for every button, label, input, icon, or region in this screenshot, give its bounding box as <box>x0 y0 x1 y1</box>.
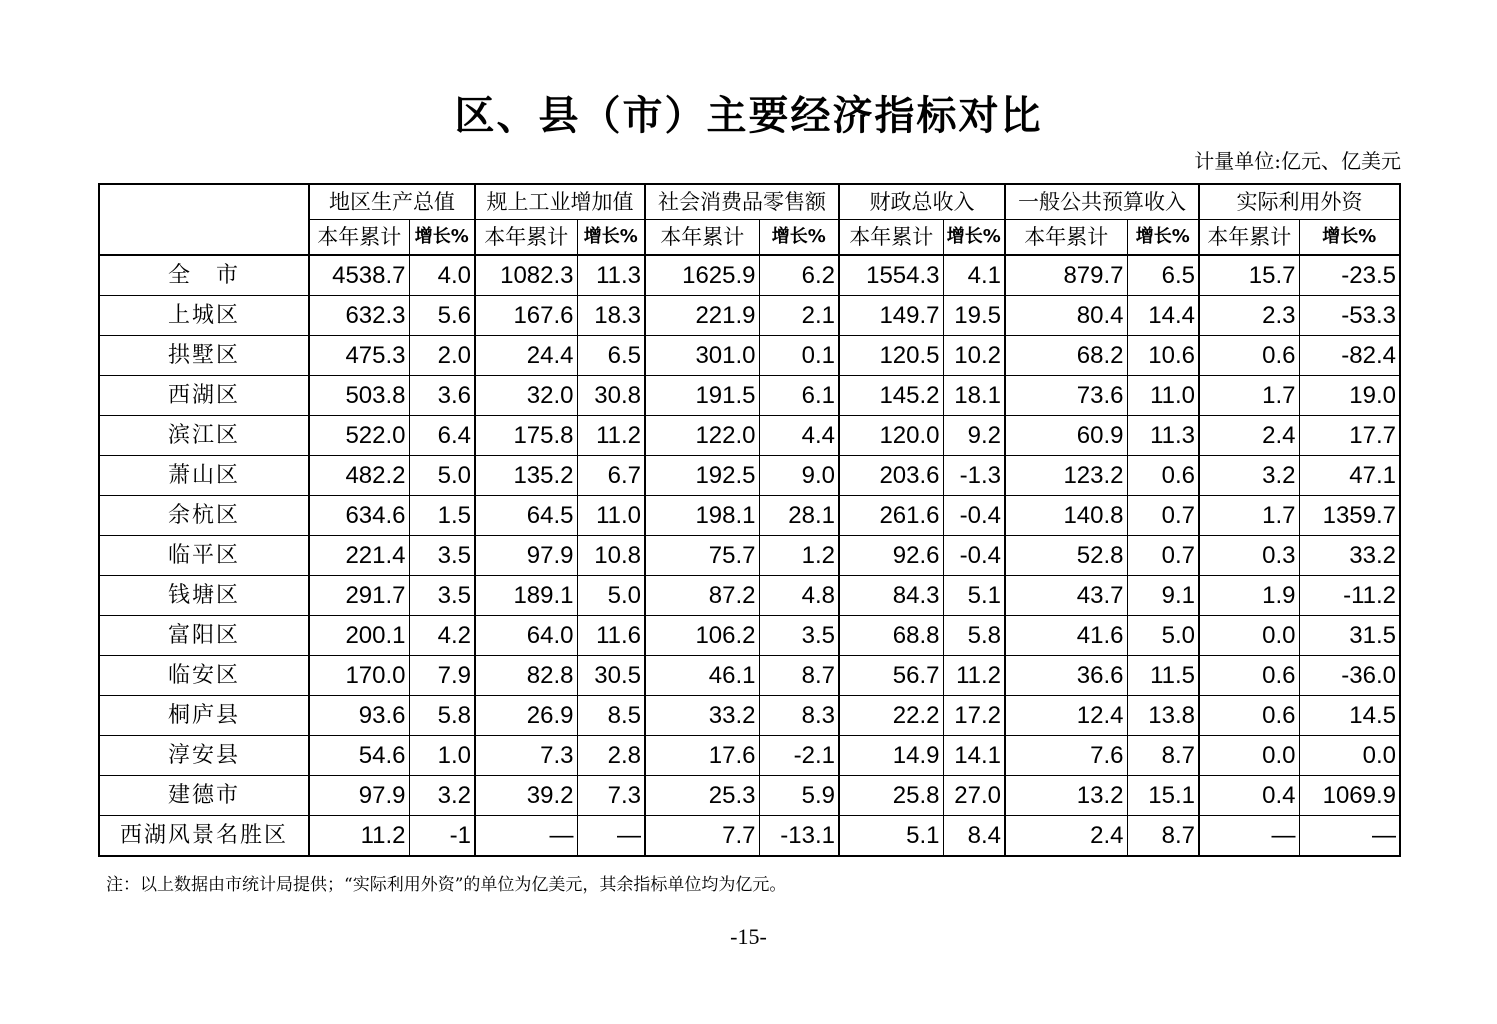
growth-cell: — <box>1299 816 1400 857</box>
group-header: 地区生产总值 <box>309 184 475 220</box>
page-title: 区、县（市）主要经济指标对比 <box>454 93 1043 139</box>
value-cell: 92.6 <box>839 536 943 576</box>
value-cell: — <box>475 816 577 857</box>
region-name-cell: 建德市 <box>99 776 309 816</box>
subheader-cell: 增长% <box>409 220 475 256</box>
growth-cell: 11.2 <box>943 656 1005 696</box>
growth-cell: 31.5 <box>1299 616 1400 656</box>
growth-cell: 11.6 <box>577 616 645 656</box>
value-cell: 301.0 <box>645 336 759 376</box>
value-cell: 5.1 <box>839 816 943 857</box>
value-cell: 291.7 <box>309 576 409 616</box>
value-cell: 149.7 <box>839 296 943 336</box>
growth-cell: 3.2 <box>409 776 475 816</box>
growth-cell: 7.9 <box>409 656 475 696</box>
group-header: 社会消费品零售额 <box>645 184 839 220</box>
growth-cell: 0.7 <box>1127 496 1199 536</box>
growth-cell: -0.4 <box>943 496 1005 536</box>
value-cell: 0.6 <box>1199 696 1299 736</box>
growth-cell: 6.5 <box>1127 255 1199 296</box>
subheader-cell: 本年累计 <box>1005 220 1127 256</box>
growth-cell: 1359.7 <box>1299 496 1400 536</box>
table-row <box>99 296 1400 336</box>
value-cell: 522.0 <box>309 416 409 456</box>
growth-cell: 4.8 <box>759 576 839 616</box>
growth-cell: 14.1 <box>943 736 1005 776</box>
value-cell: 7.3 <box>475 736 577 776</box>
growth-cell: 5.1 <box>943 576 1005 616</box>
table-row <box>99 776 1400 816</box>
group-header: 财政总收入 <box>839 184 1005 220</box>
table-row <box>99 696 1400 736</box>
growth-cell: 4.4 <box>759 416 839 456</box>
group-header: 实际利用外资 <box>1199 184 1400 220</box>
growth-cell: 3.6 <box>409 376 475 416</box>
value-cell: 879.7 <box>1005 255 1127 296</box>
unit-note: 计量单位:亿元、亿美元 <box>1194 149 1401 173</box>
table-row <box>99 336 1400 376</box>
value-cell: 17.6 <box>645 736 759 776</box>
value-cell: 122.0 <box>645 416 759 456</box>
value-cell: 54.6 <box>309 736 409 776</box>
growth-cell: -1 <box>409 816 475 857</box>
value-cell: 120.0 <box>839 416 943 456</box>
value-cell: 1.9 <box>1199 576 1299 616</box>
table-row <box>99 736 1400 776</box>
growth-cell: 14.5 <box>1299 696 1400 736</box>
value-cell: 503.8 <box>309 376 409 416</box>
value-cell: 24.4 <box>475 336 577 376</box>
subheader-cell: 本年累计 <box>475 220 577 256</box>
growth-cell: 11.5 <box>1127 656 1199 696</box>
growth-cell: -23.5 <box>1299 255 1400 296</box>
value-cell: 1.7 <box>1199 496 1299 536</box>
value-cell: 170.0 <box>309 656 409 696</box>
region-name-cell: 余杭区 <box>99 496 309 536</box>
growth-cell: 3.5 <box>409 576 475 616</box>
table-row <box>99 576 1400 616</box>
growth-cell: 2.1 <box>759 296 839 336</box>
value-cell: 140.8 <box>1005 496 1127 536</box>
subheader-cell: 增长% <box>943 220 1005 256</box>
value-cell: 1554.3 <box>839 255 943 296</box>
table-row <box>99 616 1400 656</box>
growth-cell: 1.0 <box>409 736 475 776</box>
value-cell: 135.2 <box>475 456 577 496</box>
region-name-cell: 桐庐县 <box>99 696 309 736</box>
value-cell: 12.4 <box>1005 696 1127 736</box>
value-cell: 145.2 <box>839 376 943 416</box>
growth-cell: 1.5 <box>409 496 475 536</box>
growth-cell: 4.2 <box>409 616 475 656</box>
value-cell: 2.3 <box>1199 296 1299 336</box>
growth-cell: -2.1 <box>759 736 839 776</box>
value-cell: 1625.9 <box>645 255 759 296</box>
subheader-cell: 本年累计 <box>645 220 759 256</box>
subheader-cell: 增长% <box>1299 220 1400 256</box>
value-cell: 52.8 <box>1005 536 1127 576</box>
value-cell: 0.3 <box>1199 536 1299 576</box>
value-cell: 73.6 <box>1005 376 1127 416</box>
value-cell: — <box>1199 816 1299 857</box>
growth-cell: 9.1 <box>1127 576 1199 616</box>
value-cell: 46.1 <box>645 656 759 696</box>
growth-cell: 3.5 <box>759 616 839 656</box>
growth-cell: 1.2 <box>759 536 839 576</box>
value-cell: 15.7 <box>1199 255 1299 296</box>
value-cell: 68.8 <box>839 616 943 656</box>
growth-cell: 11.2 <box>577 416 645 456</box>
value-cell: 0.6 <box>1199 336 1299 376</box>
growth-cell: 5.6 <box>409 296 475 336</box>
growth-cell: 19.5 <box>943 296 1005 336</box>
value-cell: 203.6 <box>839 456 943 496</box>
subheader-cell: 本年累计 <box>839 220 943 256</box>
value-cell: 2.4 <box>1005 816 1127 857</box>
growth-cell: 0.0 <box>1299 736 1400 776</box>
value-cell: 198.1 <box>645 496 759 536</box>
growth-cell: 6.4 <box>409 416 475 456</box>
value-cell: 0.0 <box>1199 616 1299 656</box>
value-cell: 11.2 <box>309 816 409 857</box>
growth-cell: 5.0 <box>409 456 475 496</box>
growth-cell: 5.0 <box>577 576 645 616</box>
region-name-cell: 富阳区 <box>99 616 309 656</box>
growth-cell: 4.0 <box>409 255 475 296</box>
value-cell: 68.2 <box>1005 336 1127 376</box>
region-name-cell: 滨江区 <box>99 416 309 456</box>
value-cell: 1082.3 <box>475 255 577 296</box>
value-cell: 39.2 <box>475 776 577 816</box>
growth-cell: 4.1 <box>943 255 1005 296</box>
region-name-cell: 西湖区 <box>99 376 309 416</box>
value-cell: 93.6 <box>309 696 409 736</box>
growth-cell: 19.0 <box>1299 376 1400 416</box>
region-name-cell: 上城区 <box>99 296 309 336</box>
growth-cell: 8.4 <box>943 816 1005 857</box>
growth-cell: 5.8 <box>943 616 1005 656</box>
growth-cell: 6.7 <box>577 456 645 496</box>
growth-cell: 9.0 <box>759 456 839 496</box>
table-row <box>99 536 1400 576</box>
growth-cell: 8.7 <box>1127 816 1199 857</box>
growth-cell: 47.1 <box>1299 456 1400 496</box>
growth-cell: 3.5 <box>409 536 475 576</box>
subheader-cell: 增长% <box>759 220 839 256</box>
value-cell: 189.1 <box>475 576 577 616</box>
value-cell: 261.6 <box>839 496 943 536</box>
growth-cell: 14.4 <box>1127 296 1199 336</box>
value-cell: 84.3 <box>839 576 943 616</box>
footnote: 注：以上数据由市统计局提供；“实际利用外资”的单位为亿美元，其余指标单位均为亿元。 <box>106 875 787 895</box>
value-cell: 75.7 <box>645 536 759 576</box>
page-number: -15- <box>730 924 767 949</box>
growth-cell: 10.8 <box>577 536 645 576</box>
growth-cell: 30.5 <box>577 656 645 696</box>
value-cell: 43.7 <box>1005 576 1127 616</box>
value-cell: 120.5 <box>839 336 943 376</box>
growth-cell: 17.7 <box>1299 416 1400 456</box>
value-cell: 191.5 <box>645 376 759 416</box>
growth-cell: -1.3 <box>943 456 1005 496</box>
value-cell: 482.2 <box>309 456 409 496</box>
table-group-header-row <box>99 184 1400 220</box>
region-name-cell: 钱塘区 <box>99 576 309 616</box>
value-cell: 221.9 <box>645 296 759 336</box>
value-cell: 64.0 <box>475 616 577 656</box>
value-cell: 0.0 <box>1199 736 1299 776</box>
value-cell: 4538.7 <box>309 255 409 296</box>
value-cell: 14.9 <box>839 736 943 776</box>
growth-cell: 0.7 <box>1127 536 1199 576</box>
value-cell: 1.7 <box>1199 376 1299 416</box>
value-cell: 167.6 <box>475 296 577 336</box>
growth-cell: 8.7 <box>759 656 839 696</box>
growth-cell: 2.0 <box>409 336 475 376</box>
growth-cell: 2.8 <box>577 736 645 776</box>
table-row <box>99 456 1400 496</box>
value-cell: 13.2 <box>1005 776 1127 816</box>
table-row <box>99 416 1400 456</box>
growth-cell: 27.0 <box>943 776 1005 816</box>
subheader-cell: 本年累计 <box>309 220 409 256</box>
value-cell: 32.0 <box>475 376 577 416</box>
growth-cell: — <box>577 816 645 857</box>
value-cell: 3.2 <box>1199 456 1299 496</box>
region-name-cell: 临平区 <box>99 536 309 576</box>
growth-cell: 33.2 <box>1299 536 1400 576</box>
table-row <box>99 496 1400 536</box>
value-cell: 64.5 <box>475 496 577 536</box>
value-cell: 106.2 <box>645 616 759 656</box>
growth-cell: -53.3 <box>1299 296 1400 336</box>
group-header: 一般公共预算收入 <box>1005 184 1199 220</box>
value-cell: 475.3 <box>309 336 409 376</box>
value-cell: 0.4 <box>1199 776 1299 816</box>
growth-cell: 13.8 <box>1127 696 1199 736</box>
value-cell: 192.5 <box>645 456 759 496</box>
subheader-cell: 增长% <box>577 220 645 256</box>
subheader-cell: 增长% <box>1127 220 1199 256</box>
growth-cell: 17.2 <box>943 696 1005 736</box>
value-cell: 22.2 <box>839 696 943 736</box>
growth-cell: -36.0 <box>1299 656 1400 696</box>
region-name-cell: 西湖风景名胜区 <box>99 816 309 857</box>
growth-cell: 11.3 <box>1127 416 1199 456</box>
region-name-cell: 拱墅区 <box>99 336 309 376</box>
growth-cell: 7.3 <box>577 776 645 816</box>
value-cell: 7.7 <box>645 816 759 857</box>
value-cell: 87.2 <box>645 576 759 616</box>
growth-cell: 6.1 <box>759 376 839 416</box>
value-cell: 123.2 <box>1005 456 1127 496</box>
value-cell: 60.9 <box>1005 416 1127 456</box>
growth-cell: 6.5 <box>577 336 645 376</box>
value-cell: 25.8 <box>839 776 943 816</box>
table-row <box>99 255 1400 296</box>
table-row <box>99 656 1400 696</box>
growth-cell: -82.4 <box>1299 336 1400 376</box>
growth-cell: 15.1 <box>1127 776 1199 816</box>
growth-cell: 10.2 <box>943 336 1005 376</box>
growth-cell: 8.3 <box>759 696 839 736</box>
growth-cell: 9.2 <box>943 416 1005 456</box>
value-cell: 56.7 <box>839 656 943 696</box>
growth-cell: 8.7 <box>1127 736 1199 776</box>
table-row <box>99 376 1400 416</box>
value-cell: 41.6 <box>1005 616 1127 656</box>
growth-cell: 0.6 <box>1127 456 1199 496</box>
value-cell: 221.4 <box>309 536 409 576</box>
region-name-cell: 萧山区 <box>99 456 309 496</box>
value-cell: 0.6 <box>1199 656 1299 696</box>
growth-cell: 5.0 <box>1127 616 1199 656</box>
growth-cell: 11.3 <box>577 255 645 296</box>
growth-cell: 18.1 <box>943 376 1005 416</box>
growth-cell: 18.3 <box>577 296 645 336</box>
value-cell: 2.4 <box>1199 416 1299 456</box>
region-name-cell: 临安区 <box>99 656 309 696</box>
growth-cell: 11.0 <box>1127 376 1199 416</box>
growth-cell: 6.2 <box>759 255 839 296</box>
value-cell: 175.8 <box>475 416 577 456</box>
value-cell: 25.3 <box>645 776 759 816</box>
growth-cell: 5.8 <box>409 696 475 736</box>
growth-cell: 5.9 <box>759 776 839 816</box>
value-cell: 33.2 <box>645 696 759 736</box>
value-cell: 26.9 <box>475 696 577 736</box>
value-cell: 97.9 <box>309 776 409 816</box>
growth-cell: 1069.9 <box>1299 776 1400 816</box>
growth-cell: 28.1 <box>759 496 839 536</box>
growth-cell: -11.2 <box>1299 576 1400 616</box>
value-cell: 80.4 <box>1005 296 1127 336</box>
economic-indicators-table <box>98 183 1401 857</box>
growth-cell: 30.8 <box>577 376 645 416</box>
value-cell: 632.3 <box>309 296 409 336</box>
growth-cell: 8.5 <box>577 696 645 736</box>
growth-cell: -13.1 <box>759 816 839 857</box>
value-cell: 200.1 <box>309 616 409 656</box>
table-corner-cell <box>99 184 309 255</box>
value-cell: 82.8 <box>475 656 577 696</box>
value-cell: 36.6 <box>1005 656 1127 696</box>
region-name-cell: 全 市 <box>99 255 309 296</box>
value-cell: 634.6 <box>309 496 409 536</box>
growth-cell: -0.4 <box>943 536 1005 576</box>
growth-cell: 10.6 <box>1127 336 1199 376</box>
group-header: 规上工业增加值 <box>475 184 645 220</box>
growth-cell: 11.0 <box>577 496 645 536</box>
table-row <box>99 816 1400 857</box>
value-cell: 97.9 <box>475 536 577 576</box>
growth-cell: 0.1 <box>759 336 839 376</box>
value-cell: 7.6 <box>1005 736 1127 776</box>
subheader-cell: 本年累计 <box>1199 220 1299 256</box>
region-name-cell: 淳安县 <box>99 736 309 776</box>
